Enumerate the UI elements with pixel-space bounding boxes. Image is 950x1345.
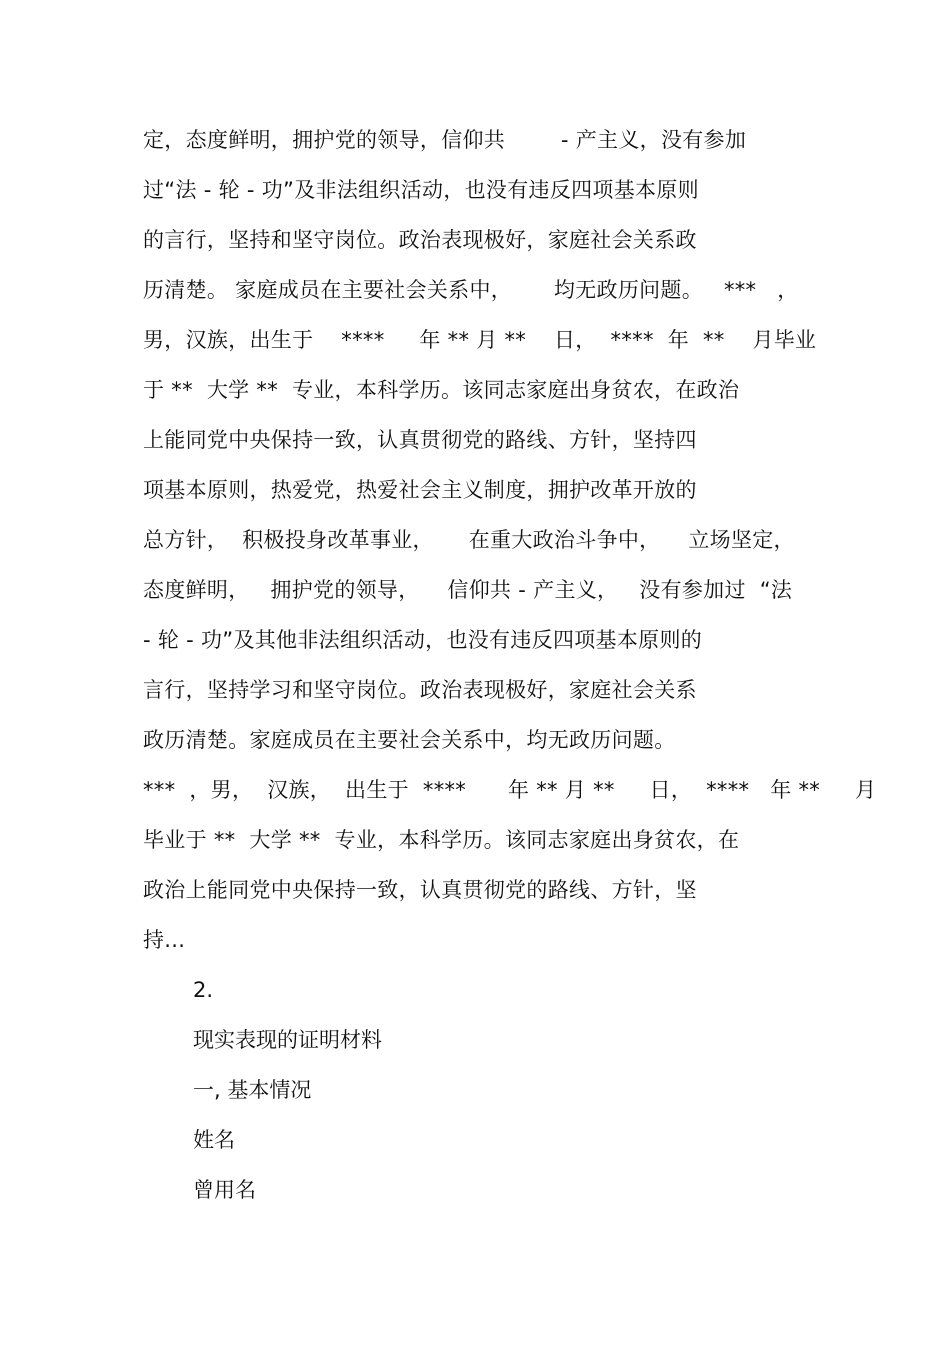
paragraph-line: 历清楚。 家庭成员在主要社会关系中， 均无政历问题。 *** ， (143, 278, 799, 302)
body-paragraph (143, 120, 877, 970)
paragraph-line: 上能同党中央保持一致，认真贯彻党的路线、方针，坚持四 (143, 428, 697, 452)
section-subheading: 一, 基本情况 (193, 1078, 312, 1102)
section-number: 2. (193, 978, 214, 1002)
paragraph-line: 态度鲜明， 拥护党的领导， 信仰共 - 产主义， 没有参加过 “法 (143, 578, 793, 602)
paragraph-line: 过“法 - 轮 - 功”及非法组织活动，也没有违反四项基本原则 (143, 178, 699, 202)
paragraph-line: 于 ** 大学 ** 专业，本科学历。该同志家庭出身贫农，在政治 (143, 378, 740, 402)
paragraph-line: 项基本原则，热爱党，热爱社会主义制度，拥护改革开放的 (143, 478, 697, 502)
paragraph-line: 政历清楚。家庭成员在主要社会关系中，均无政历问题。 (143, 728, 676, 752)
paragraph-line: 持... (143, 928, 186, 952)
section-2 (193, 970, 793, 1220)
section-title: 现实表现的证明材料 (193, 1028, 382, 1052)
paragraph-line: 男，汉族，出生于 **** 年 ** 月 ** 日， **** 年 ** 月毕业 (143, 328, 817, 352)
paragraph-line: 定，态度鲜明，拥护党的领导，信仰共 - 产主义，没有参加 (143, 128, 747, 152)
paragraph-line: - 轮 - 功”及其他非法组织活动，也没有违反四项基本原则的 (143, 628, 703, 652)
paragraph-line: *** ，男， 汉族， 出生于 **** 年 ** 月 ** 日， **** 年 ** 月 (143, 778, 877, 802)
paragraph-line: 总方针， 积极投身改革事业， 在重大政治斗争中， 立场坚定， (143, 528, 795, 552)
paragraph-line: 政治上能同党中央保持一致，认真贯彻党的路线、方针，坚 (143, 878, 697, 902)
paragraph-line: 言行，坚持学习和坚守岗位。政治表现极好，家庭社会关系 (143, 678, 697, 702)
field-name: 姓名 (193, 1128, 235, 1152)
paragraph-line: 的言行，坚持和坚守岗位。政治表现极好，家庭社会关系政 (143, 228, 697, 252)
paragraph-line: 毕业于 ** 大学 ** 专业，本科学历。该同志家庭出身贫农，在 (143, 828, 740, 852)
field-former-name: 曾用名 (193, 1178, 256, 1202)
